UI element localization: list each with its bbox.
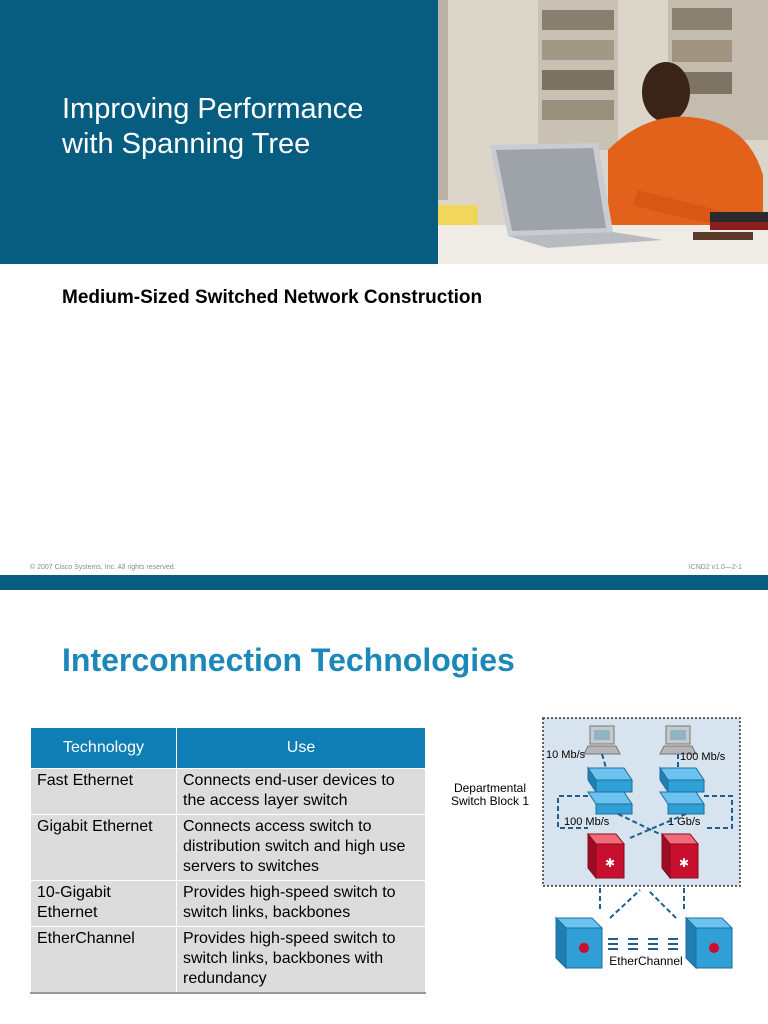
core-star-icon: ✳ — [707, 940, 721, 957]
title-band — [0, 0, 438, 264]
label-10mbs: 10 Mb/s — [546, 749, 586, 761]
use-cell: Provides high-speed switch to switch links, backbones with redundancy — [177, 927, 426, 994]
technology-table — [30, 727, 426, 994]
core-star-icon: ✳ — [577, 940, 591, 957]
table-row — [31, 927, 426, 994]
core-switch-icon-left — [556, 918, 602, 968]
technology-cell: EtherChannel — [31, 927, 177, 994]
link-core-cross-1 — [610, 890, 640, 918]
technology-cell: Gigabit Ethernet — [31, 815, 177, 881]
switch-block-diagram — [440, 710, 750, 980]
label-1gbs: 1 Gb/s — [668, 816, 701, 828]
student-laptop-photo — [438, 0, 768, 264]
use-cell: Provides high-speed switch to switch links, backbones — [177, 881, 426, 927]
slide-subtitle: Medium-Sized Switched Network Construction — [62, 287, 483, 308]
course-code: ICND2 v1.0—2-1 — [688, 564, 742, 571]
column-header-use: Use — [177, 728, 426, 769]
router-star-icon: ✱ — [678, 856, 690, 870]
etherchannel-links — [608, 938, 678, 950]
block-label-line2: Switch Block 1 — [450, 794, 530, 808]
use-cell: Connects end-user devices to the access layer switch — [177, 769, 426, 815]
table-header-row — [31, 728, 426, 769]
use-cell: Connects access switch to distribution switch and high use servers to switches — [177, 815, 426, 881]
bottom-bar — [0, 575, 768, 590]
slide-title: Improving Performance with Spanning Tree — [62, 93, 364, 160]
technology-cell: 10-Gigabit Ethernet — [31, 881, 177, 927]
photo-illustration — [438, 0, 768, 264]
table-row — [31, 769, 426, 815]
distribution-switch-icon-left — [588, 834, 624, 878]
label-100mbs-mid: 100 Mb/s — [564, 816, 610, 828]
core-switch-icon-right — [686, 918, 732, 968]
link-core-cross-2 — [648, 890, 676, 918]
column-header-technology: Technology — [31, 728, 177, 769]
slide-2-title: Interconnection Technologies — [62, 642, 515, 678]
technology-cell: Fast Ethernet — [31, 769, 177, 815]
table-row — [31, 881, 426, 927]
label-100mbs-top: 100 Mb/s — [680, 751, 726, 763]
etherchannel-label: EtherChannel — [609, 954, 683, 968]
slide-2 — [0, 590, 768, 1024]
switch-block-boundary — [543, 718, 740, 886]
table-row — [31, 815, 426, 881]
router-star-icon: ✱ — [604, 856, 616, 870]
distribution-switch-icon-right — [662, 834, 698, 878]
block-label-line1: Departmental — [453, 781, 527, 795]
copyright-text: © 2007 Cisco Systems, Inc. All rights reserved. — [30, 564, 176, 571]
